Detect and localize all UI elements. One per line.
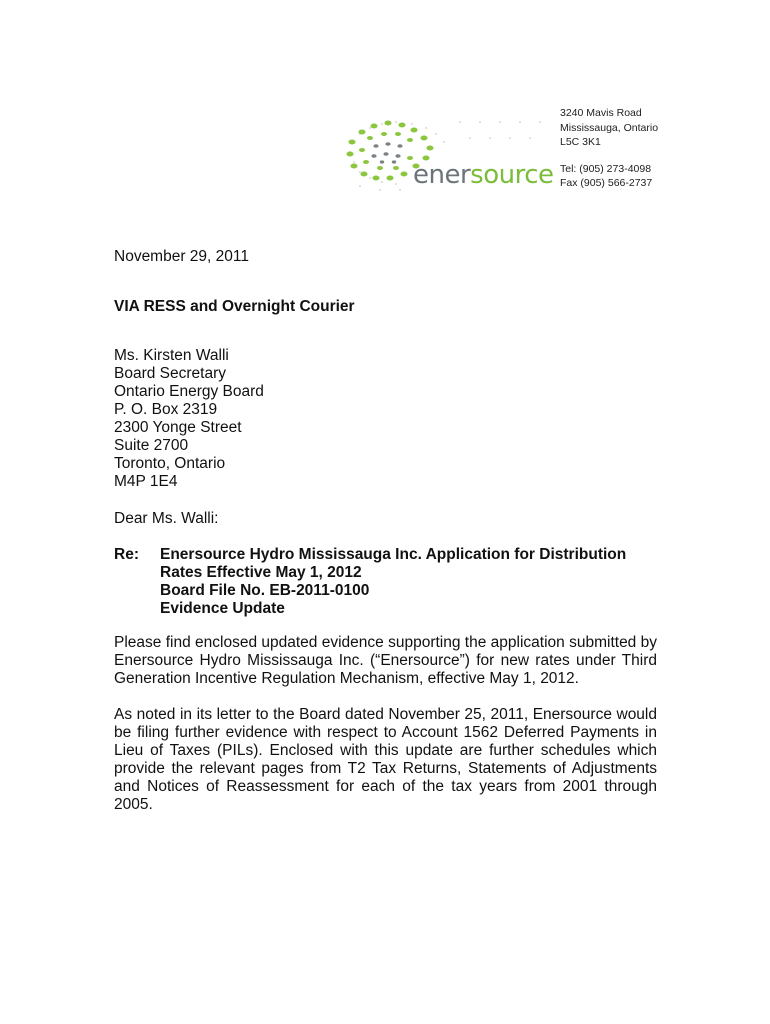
brand-prefix: ener — [413, 160, 471, 190]
recipient-line: Board Secretary — [114, 365, 226, 382]
body-paragraph-2: As noted in its letter to the Board dated November 25, 2011, Enersource would be filing further evidence with respect to Account 1562 Deferred Payments in Lieu of Taxes (PILs). Enclosed with this update are further schedules which provide the relevant pages from T2 Tax Returns, Statements of Adjustments and Notices of Reassessment for each of the tax years from 2001 through 2005. — [114, 706, 657, 813]
brand-suffix: source — [470, 160, 554, 190]
address-line-3: L5C 3K1 — [560, 136, 601, 148]
fax: Fax (905) 566-2737 — [560, 177, 653, 189]
subject-line: Board File No. EB-2011-0100 — [160, 582, 370, 599]
subject-line: Enersource Hydro Mississauga Inc. Application for Distribution — [160, 546, 627, 563]
re-label: Re: — [114, 546, 139, 563]
salutation: Dear Ms. Walli: — [114, 510, 219, 527]
subject-line: Evidence Update — [160, 600, 285, 617]
recipient-address — [114, 347, 264, 491]
recipient-line: Toronto, Ontario — [114, 455, 226, 472]
address-line-2: Mississauga, Ontario — [560, 121, 659, 134]
recipient-line: 2300 Yonge Street — [114, 419, 242, 436]
subject-line: Rates Effective May 1, 2012 — [160, 564, 362, 581]
brand-wordmark — [413, 160, 554, 190]
company-address — [560, 106, 658, 191]
recipient-line: M4P 1E4 — [114, 473, 178, 490]
letter-date: November 29, 2011 — [114, 248, 249, 265]
recipient-line: Ontario Energy Board — [114, 383, 264, 400]
telephone: Tel: (905) 273-4098 — [560, 162, 652, 175]
delivery-method: VIA RESS and Overnight Courier — [114, 298, 355, 315]
recipient-line: Ms. Kirsten Walli — [114, 347, 229, 364]
body-paragraph-1: Please find enclosed updated evidence supporting the application submitted by Enersource Hydro Mississauga Inc. (“Enersource”) for new rates under Third Generation Incentive Regulation Mechanism, effective May 1, 2012. — [114, 634, 657, 687]
recipient-line: P. O. Box 2319 — [114, 401, 218, 418]
address-line-1: 3240 Mavis Road — [560, 107, 642, 119]
recipient-line: Suite 2700 — [114, 437, 189, 454]
